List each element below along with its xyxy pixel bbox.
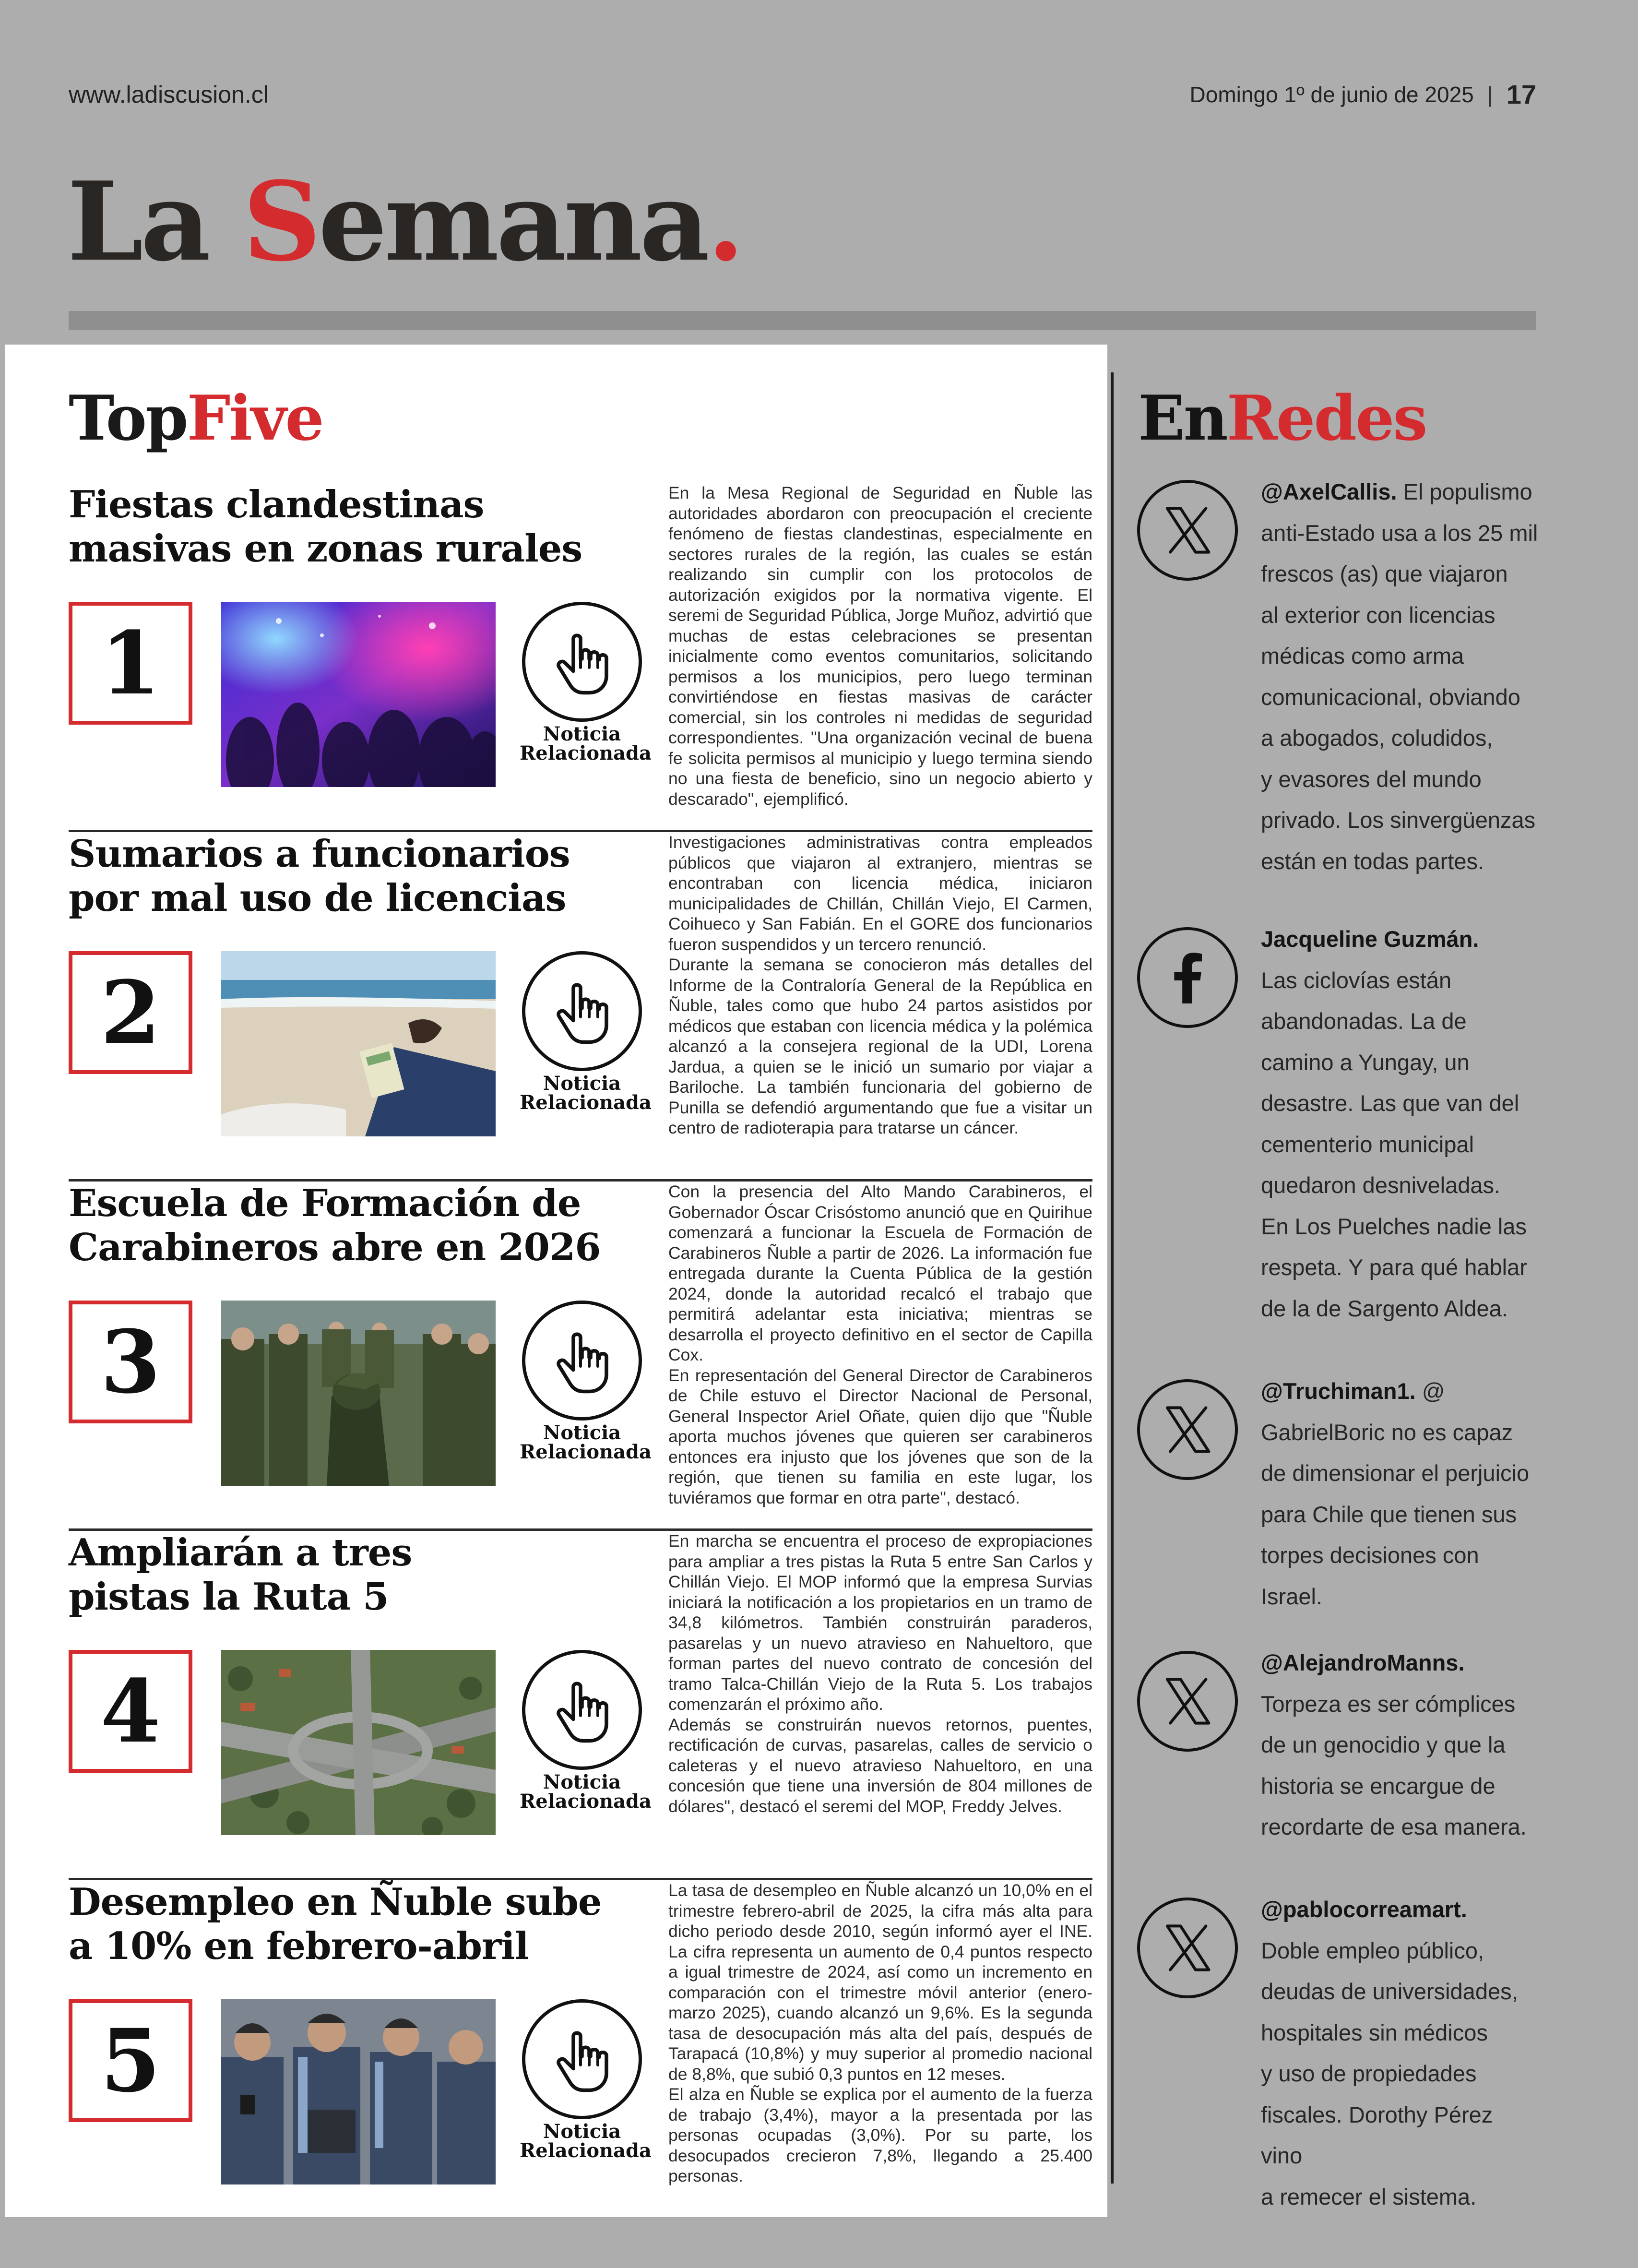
story-paragraph: En la Mesa Regional de Seguridad en Ñuble las autoridades abordaron con preocupación el creciente fenómeno de fiestas clandestinas, especialmente en sectores rurales de la región, las cuales se están realizando sin cumplir con los protocolos de autorización exigidos por la normativa vigente. El seremi de Seguridad Pública, Jorge Muñoz, advirtió que muchas de estas celebraciones se presentan inicialmente como eventos comunitarios, solicitando permisos a los municipios, pero luego terminan convirtiéndose en fiestas masivas de carácter comercial, sin los controles ni medidas de seguridad correspondientes. "Una organización vecinal de buena fe solicita permisos al municipio y luego termina siendo no una fiesta de beneficio, sino un negocio abierto y descarado", ejemplificó.: [668, 483, 1092, 809]
site-url[interactable]: www.ladiscusion.cl: [69, 81, 269, 108]
story-headline-line2: a 10% en febrero-abril: [69, 1924, 529, 1968]
social-post-text: [1261, 1371, 1539, 1617]
post-line: fiscales. Dorothy Pérez vino: [1261, 2101, 1493, 2168]
post-line: Las ciclovías están: [1261, 967, 1452, 993]
social-handle[interactable]: Jacqueline Guzmán.: [1261, 926, 1479, 952]
related-label-line1: Noticia: [543, 723, 621, 745]
en-redes-title: [1138, 382, 1426, 454]
story-headline[interactable]: [69, 832, 668, 920]
post-line: quedaron desniveladas.: [1261, 1172, 1501, 1198]
post-line: para Chile que tienen sus: [1261, 1501, 1517, 1527]
story-paragraph: Además se construirán nuevos retornos, puentes, rectificación de curvas, pasarelas, calles de servicio o caleteras y el nuevo atravieso Nahueltoro, en una concesión que tiene una inversión de 804 millones de dólares", destacó el seremi del MOP, Freddy Jelves.: [668, 1715, 1092, 1816]
facebook-icon[interactable]: [1137, 927, 1238, 1028]
story-paragraph: La tasa de desempleo en Ñuble alcanzó un 10,0% en el trimestre febrero-abril de 2025, la cifra más alta para dicho periodo desde 2010, según informó ayer el INE. La cifra representa un aumento de 0,4 puntos respecto a igual trimestre de 2024, así como un incremento en comparación con el trimestre móvil anterior (enero-marzo 2025), cuando alcanzó un 9,6%. Es la segunda tasa de desocupación más alta del país, después de Tarapacá (10,8%) y muy superior al promedio nacional de 8,8%, que subió 0,3 puntos en 12 meses.: [668, 1881, 1092, 2084]
post-line: de un genocidio y que la: [1261, 1732, 1506, 1757]
story-body: [668, 832, 1092, 1138]
post-line: médicas como arma: [1261, 643, 1464, 668]
masthead-red-letter: S: [243, 158, 319, 286]
post-line: @: [1415, 1378, 1445, 1404]
social-post-text: [1261, 1889, 1539, 2217]
story-body: [668, 1531, 1092, 1816]
x-icon[interactable]: [1137, 480, 1238, 581]
social-handle[interactable]: @Truchiman1.: [1261, 1378, 1416, 1404]
hand-pointer-icon: [522, 1301, 642, 1420]
social-handle[interactable]: @AlejandroManns.: [1261, 1650, 1465, 1675]
story-headline[interactable]: [69, 1531, 668, 1619]
related-news-link[interactable]: [520, 602, 652, 789]
post-line: desastre. Las que van del: [1261, 1090, 1519, 1116]
x-icon[interactable]: [1137, 1651, 1238, 1752]
post-line: de la de Sargento Aldea.: [1261, 1295, 1508, 1321]
story-headline-line2: masivas en zonas rurales: [69, 527, 582, 571]
story-headline-line1: Escuela de Formación de: [69, 1182, 581, 1225]
story-headline[interactable]: [69, 1880, 668, 1969]
masthead-word-emana: emana: [318, 158, 707, 286]
related-news-link[interactable]: [520, 1301, 652, 1488]
story-paragraph: El alza en Ñuble se explica por el aumento de la fuerza de trabajo (3,4%), mayor a la presentada por las personas ocupadas (3,0%). Por su parte, los desocupados crecieron 7,8%, llegando a 25.400 personas.: [668, 2085, 1092, 2185]
story-photo-workers[interactable]: [221, 1999, 496, 2184]
post-line: comunicacional, obviando: [1261, 684, 1520, 710]
top-five-title-part2: Five: [187, 382, 323, 454]
header-separator: |: [1487, 82, 1493, 107]
story-2: [69, 832, 1092, 1182]
masthead-word-la: La: [67, 158, 243, 286]
top-five-title-part1: Top: [69, 382, 187, 454]
post-line: cementerio municipal: [1261, 1131, 1474, 1157]
post-line: privado. Los sinvergüenzas: [1261, 807, 1536, 833]
post-line: anti-Estado usa a los 25 mil: [1261, 520, 1538, 546]
top-five-panel: [5, 345, 1107, 2217]
story-5: [69, 1880, 1092, 2230]
post-line: a abogados, coludidos,: [1261, 725, 1493, 751]
related-label-line1: Noticia: [543, 1421, 621, 1444]
story-1: [69, 483, 1092, 832]
post-line: Israel.: [1261, 1583, 1322, 1609]
related-label-line1: Noticia: [543, 1771, 621, 1793]
header-rule: [69, 311, 1536, 330]
post-line: están en todas partes.: [1261, 848, 1484, 874]
x-icon[interactable]: [1137, 1898, 1238, 1998]
post-line: camino a Yungay, un: [1261, 1049, 1470, 1075]
hand-pointer-icon: [522, 1999, 642, 2119]
post-line: torpes decisiones con: [1261, 1542, 1479, 1568]
related-label-line2: Relacionada: [520, 2139, 652, 2162]
story-headline-line1: Desempleo en Ñuble sube: [69, 1880, 602, 1924]
hand-pointer-icon: [522, 1650, 642, 1770]
post-line: de dimensionar el perjuicio: [1261, 1460, 1530, 1486]
related-label-line2: Relacionada: [520, 1091, 652, 1114]
issue-info: [1190, 79, 1536, 110]
social-handle[interactable]: @AxelCallis.: [1261, 479, 1397, 504]
story-headline[interactable]: [69, 1182, 668, 1270]
rank-badge: 3: [69, 1301, 192, 1423]
post-line: Torpeza es ser cómplices: [1261, 1691, 1516, 1717]
top-five-title: [69, 382, 323, 454]
story-4: [69, 1531, 1092, 1880]
post-line: respeta. Y para qué hablar: [1261, 1254, 1527, 1280]
related-label-line2: Relacionada: [520, 1790, 652, 1813]
social-post-text: [1261, 1642, 1539, 1848]
story-body: [668, 1880, 1092, 2186]
post-line: recordarte de esa manera.: [1261, 1814, 1527, 1839]
post-line: frescos (as) que viajaron: [1261, 561, 1508, 586]
related-news-link[interactable]: [520, 951, 652, 1138]
rank-badge: 5: [69, 1999, 192, 2122]
related-label-line1: Noticia: [543, 2120, 621, 2143]
post-line: a remecer el sistema.: [1261, 2184, 1477, 2209]
story-headline-line2: por mal uso de licencias: [69, 876, 566, 920]
story-paragraph: Durante la semana se conocieron más detalles del Informe de la Contraloría General de la República en Ñuble, tales como que hubo 24 partos asistidos por médicos que estaban con licencia médica y la polémica alcanzó a la consejera regional de la UDI, Lorena Jardua, a quien se le inició un sumario por viajar a Bariloche. La también funcionaria del gobierno de Punilla se defendió argumentando que fue a visitar un centro de radioterapia para tratarse un cáncer.: [668, 955, 1092, 1137]
story-headline-line1: Sumarios a funcionarios: [69, 832, 570, 876]
story-headline-line1: Ampliarán a tres: [69, 1531, 412, 1575]
story-photo-highway[interactable]: [221, 1650, 496, 1835]
post-line: y uso de propiedades: [1261, 2061, 1477, 2086]
post-line: deudas de universidades,: [1261, 1979, 1518, 2004]
story-paragraph: Investigaciones administrativas contra empleados públicos que viajaron al extranjero, mientras se encontraban con licencia médica, iniciaron municipalidades de Chillán, Chillán Viejo, El Carmen, Coihueco y San Fabián. En el GORE dos funcionarios fueron suspendidos y un tercero renunció.: [668, 833, 1092, 954]
x-icon[interactable]: [1137, 1379, 1238, 1480]
story-headline-line1: Fiestas clandestinas: [69, 483, 484, 526]
related-label-line2: Relacionada: [520, 742, 652, 764]
issue-date: Domingo 1º de junio de 2025: [1189, 82, 1474, 107]
story-headline-line2: pistas la Ruta 5: [69, 1575, 389, 1619]
story-paragraph: En marcha se encuentra el proceso de expropiaciones para ampliar a tres pistas la Ruta 5 entre San Carlos y Chillán Viejo. El MOP informó que la empresa Survias iniciará la notificación a los propietarios en un tramo de 34,8 kilómetros. También construirán paraderos, pasarelas y un nuevo atravieso en Nahueltoro, que forman partes del nuevo contrato de concesión del tramo Talca-Chillán Viejo de la Ruta 5. Los trabajos comenzarán el próximo año.: [668, 1531, 1092, 1714]
story-body: [668, 483, 1092, 809]
post-line: GabrielBoric no es capaz: [1261, 1419, 1513, 1445]
post-line: abandonadas. La de: [1261, 1008, 1467, 1034]
en-redes-title-part1: En: [1138, 382, 1227, 454]
masthead-title: [67, 158, 742, 286]
post-line: El populismo: [1397, 479, 1532, 504]
post-line: historia se encargue de: [1261, 1773, 1496, 1799]
social-post-text: [1261, 471, 1539, 882]
story-photo-beach[interactable]: [221, 951, 496, 1136]
related-label-line2: Relacionada: [520, 1441, 652, 1463]
rank-badge: 1: [69, 602, 192, 725]
story-photo-carabineros[interactable]: [221, 1301, 496, 1486]
story-body: [668, 1182, 1092, 1508]
related-news-link[interactable]: [520, 1999, 652, 2186]
story-photo-party[interactable]: [221, 602, 496, 787]
story-paragraph: Con la presencia del Alto Mando Carabineros, el Gobernador Óscar Crisóstomo anunció que en Quirihue comenzará a funcionar la Escuela de Formación de Carabineros Ñuble a partir de 2026. La información fue entregada durante la Cuenta Pública de la gestión 2024, donde la autoridad recalcó el trabajo que permitirá adelantar esta iniciativa; mientras se desarrolla el proyecto definitivo en el sector de Capilla Cox.: [668, 1182, 1092, 1364]
story-headline-line2: Carabineros abre en 2026: [69, 1226, 601, 1269]
story-headline[interactable]: [69, 483, 668, 571]
post-line: hospitales sin médicos: [1261, 2019, 1488, 2045]
social-post-text: [1261, 919, 1539, 1329]
rank-badge: 2: [69, 951, 192, 1074]
related-news-link[interactable]: [520, 1650, 652, 1837]
post-line: En Los Puelches nadie las: [1261, 1213, 1527, 1239]
post-line: y evasores del mundo: [1261, 766, 1482, 792]
hand-pointer-icon: [522, 951, 642, 1071]
masthead-red-dot: .: [707, 158, 742, 286]
post-line: Doble empleo público,: [1261, 1937, 1484, 1963]
related-label-line1: Noticia: [543, 1072, 621, 1095]
en-redes-title-part2: Redes: [1226, 382, 1426, 454]
rank-badge: 4: [69, 1650, 192, 1773]
story-paragraph: En representación del General Director de Carabineros de Chile estuvo el Director Nacional de Personal, General Inspector Ariel Oñate, quien dijo que "Ñuble aporta muchos jóvenes que quieren ser carabineros entonces era injusto que los jóvenes que son de la región, que tienen su familia en este lugar, los tuviéramos que formar en otra parte", destacó.: [668, 1365, 1092, 1507]
column-divider: [1111, 372, 1114, 2184]
post-line: al exterior con licencias: [1261, 602, 1496, 628]
story-3: [69, 1182, 1092, 1531]
social-handle[interactable]: @pablocorreamart.: [1261, 1897, 1467, 1922]
page-number: 17: [1506, 79, 1536, 109]
hand-pointer-icon: [522, 602, 642, 722]
